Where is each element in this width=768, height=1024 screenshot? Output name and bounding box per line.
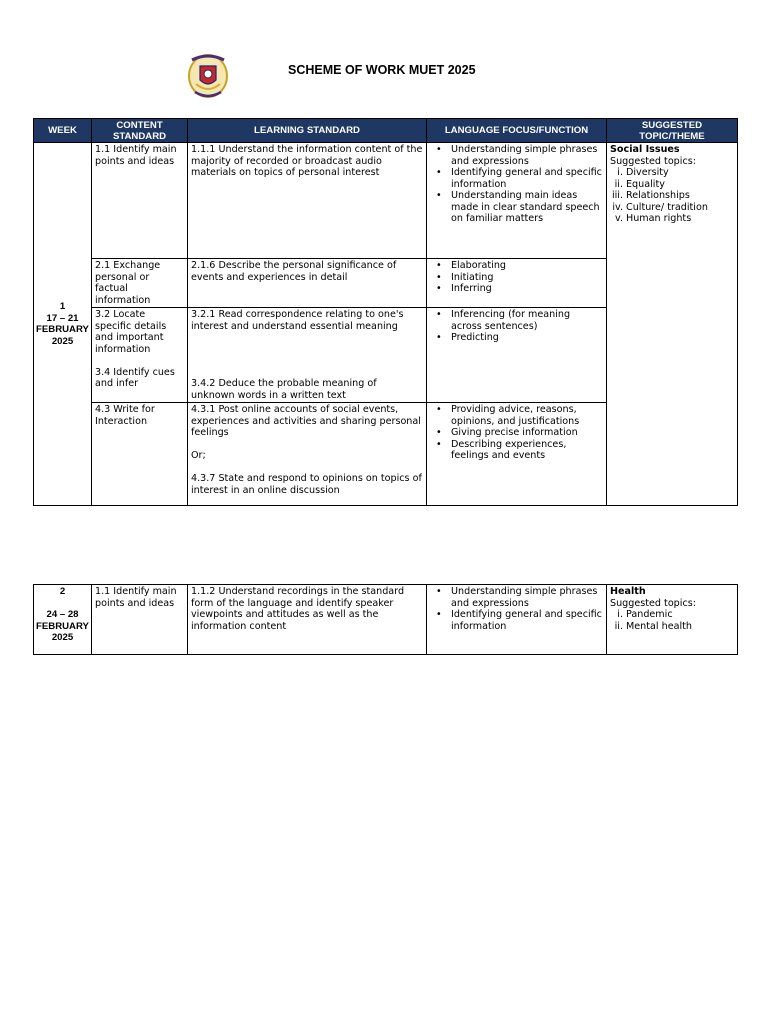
topic-theme-cell [607,143,738,506]
learning-standard-text: 4.3.1 Post online accounts of social events, experiences and activities and sharing personal feelings [191,404,421,438]
content-standard-cell: 4.3 Write for Interaction [92,403,188,506]
list-item: • Inferencing (for meaning across sentences) [451,309,603,332]
list-item: • Providing advice, reasons, opinions, and justifications [451,404,603,427]
school-crest-logo [186,50,230,100]
list-item: iv. Culture/ tradition [612,201,708,213]
list-item: • Understanding simple phrases and expressions [451,144,603,167]
topic-theme-cell [607,585,738,655]
learning-standard-text: Or; [191,450,206,461]
list-item: • Describing experiences, feelings and events [451,439,603,462]
language-focus-cell [427,259,607,308]
learning-standard-cell: 1.1.1 Understand the information content of the majority of recorded or broadcast audio materials on topics of personal interest [188,143,427,259]
header-week: WEEK [34,119,92,143]
week-number: 1 [59,301,66,312]
list-item: v. Human rights [615,213,692,224]
content-standard-text: 3.4 Identify cues and infer [95,366,175,389]
content-standard-cell: 2.1 Exchange personal or factual information [92,259,188,308]
content-standard-cell [92,308,188,403]
header-language-focus: LANGUAGE FOCUS/FUNCTION [427,119,607,143]
list-item: • Initiating [451,272,603,284]
language-focus-cell [427,403,607,506]
learning-standard-text: 3.2.1 Read correspondence relating to one's interest and understand essential meaning [191,309,404,332]
document-title: SCHEME OF WORK MUET 2025 [288,63,476,77]
week-number: 2 [59,586,66,597]
learning-standard-cell [188,308,427,403]
header-topic-theme: SUGGESTED TOPIC/THEME [607,119,738,143]
learning-standard-text: 4.3.7 State and respond to opinions on topics of interest in an online discussion [191,473,422,496]
topics-label: Suggested topics: [610,155,696,167]
week-dates: 24 – 28 FEBRUARY 2025 [36,609,89,643]
theme-title: Health [610,586,646,597]
learning-standard-cell: 2.1.6 Describe the personal significance of events and experiences in detail [188,259,427,308]
list-item: • Identifying general and specific information [451,609,603,632]
language-focus-cell [427,585,607,655]
topics-label: Suggested topics: [610,597,696,609]
list-item: iii. Relationships [611,190,690,201]
learning-standard-cell: 1.1.2 Understand recordings in the standard form of the language and identify speaker viewpoints and attitudes as well as the information content [188,585,427,655]
content-standard-cell: 1.1 Identify main points and ideas [92,585,188,655]
list-item: • Understanding simple phrases and expressions [451,586,603,609]
scheme-table-week1 [33,118,738,506]
header-learning-standard: LEARNING STANDARD [188,119,427,143]
learning-standard-text: 3.4.2 Deduce the probable meaning of unknown words in a written text [191,378,377,401]
content-standard-cell: 1.1 Identify main points and ideas [92,143,188,259]
language-focus-cell [427,308,607,403]
list-item: • Understanding main ideas made in clear standard speech on familiar matters [451,190,603,225]
week-cell [34,585,92,655]
week-cell [34,143,92,506]
learning-standard-cell [188,403,427,506]
list-item: • Identifying general and specific information [451,167,603,190]
list-item: ii. Equality [614,178,665,190]
scheme-table-week2 [33,584,738,655]
list-item: i. Pandemic [617,609,673,620]
week-dates: 17 – 21 FEBRUARY 2025 [36,312,89,347]
header-content-standard: CONTENT STANDARD [92,119,188,143]
list-item: • Elaborating [451,260,603,272]
list-item: • Predicting [451,332,603,344]
language-focus-cell [427,143,607,259]
list-item: ii. Mental health [614,620,692,632]
list-item: i. Diversity [617,167,669,178]
content-standard-text: 3.2 Locate specific details and important information [95,309,167,355]
list-item: • Giving precise information [451,427,603,439]
theme-title: Social Issues [610,144,680,155]
list-item: • Inferring [451,283,603,295]
